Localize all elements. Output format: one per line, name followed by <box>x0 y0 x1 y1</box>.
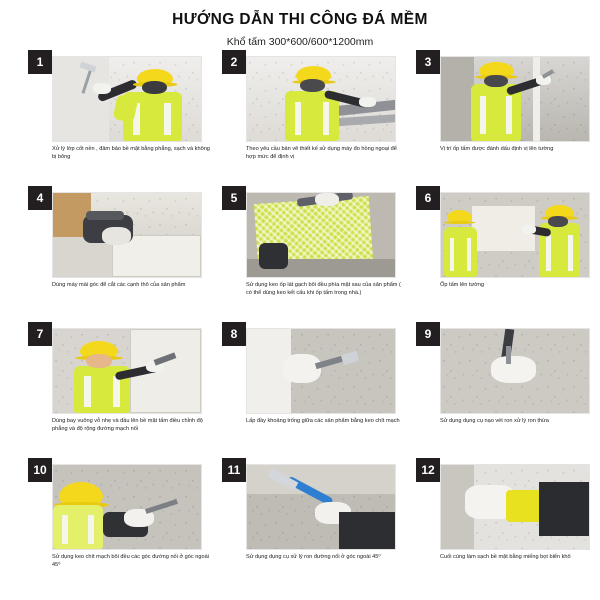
step-photo-5 <box>246 192 396 278</box>
step-number-badge: 5 <box>222 186 246 210</box>
step-caption-1: Xử lý lớp cốt nền , đảm bảo bề mặt bằng phẳng, sạch và không bị bông <box>52 146 210 160</box>
step-card-3 <box>416 50 600 184</box>
step-card-6 <box>416 186 600 320</box>
step-number-badge: 11 <box>222 458 246 482</box>
step-number-badge: 2 <box>222 50 246 74</box>
step-card-12 <box>416 458 600 592</box>
step-photo-11 <box>246 464 396 550</box>
page-title: HƯỚNG DẪN THI CÔNG ĐÁ MỀM <box>172 11 428 28</box>
step-number-badge: 1 <box>28 50 52 74</box>
step-photo-9 <box>440 328 590 414</box>
step-photo-1 <box>52 56 202 142</box>
step-number-badge: 9 <box>416 322 440 346</box>
step-card-1 <box>28 50 214 184</box>
step-card-2 <box>222 50 408 184</box>
step-photo-4 <box>52 192 202 278</box>
step-card-9 <box>416 322 600 456</box>
step-number-badge: 10 <box>28 458 52 482</box>
step-caption-11: Sử dụng dụng cụ xử lý ron đường nối ở góc ngoài 45⁰ <box>246 554 381 560</box>
step-caption-2: Theo yêu cầu bản vẽ thiết kế sử dụng máy đo hồng ngoại để hợp mức để định vị <box>246 146 397 160</box>
step-caption-7: Dùng bay vuông vỗ nhẹ và đầu lên bề mặt tấm điều chỉnh độ phẳng và độ rộng đường mạch nối <box>52 418 203 432</box>
step-number-badge: 6 <box>416 186 440 210</box>
step-caption-8: Lấp đầy khoảng trống giữa các sản phẩm bằng keo chít mạch <box>246 418 400 424</box>
step-card-7 <box>28 322 214 456</box>
step-number-badge: 3 <box>416 50 440 74</box>
step-photo-7 <box>52 328 202 414</box>
step-caption-5: Sử dụng keo ốp lát gạch bôi đều phía mặt sau của sản phẩm ( có thể dùng keo kết cấu khi ốp tấm trong nhà.) <box>246 282 401 296</box>
step-number-badge: 4 <box>28 186 52 210</box>
step-caption-9: Sử dụng dụng cụ nạo vét ron xử lý ron thừa <box>440 418 549 424</box>
step-card-8 <box>222 322 408 456</box>
step-number-badge: 12 <box>416 458 440 482</box>
step-caption-6: Ốp tấm lên tường <box>440 282 485 288</box>
step-caption-10: Sử dụng keo chít mạch bôi đều các góc đường nối ở góc ngoài 45⁰ <box>52 554 209 568</box>
step-card-11 <box>222 458 408 592</box>
poster-header <box>0 0 600 49</box>
step-caption-4: Dùng máy mài góc để cắt các cạnh thô của sản phẩm <box>52 282 186 288</box>
step-caption-12: Cuối cùng làm sạch bề mặt bằng miếng bọt biển khô <box>440 554 571 560</box>
step-photo-6 <box>440 192 590 278</box>
step-photo-12 <box>440 464 590 550</box>
step-photo-2 <box>246 56 396 142</box>
steps-grid <box>28 50 572 592</box>
step-photo-10 <box>52 464 202 550</box>
step-card-10 <box>28 458 214 592</box>
step-card-4 <box>28 186 214 320</box>
step-number-badge: 7 <box>28 322 52 346</box>
step-caption-3: Vị trí ốp tấm được đánh dấu định vị lên tường <box>440 146 554 152</box>
step-photo-3 <box>440 56 590 142</box>
page-subtitle: Khổ tấm 300*600/600*1200mm <box>226 36 374 48</box>
step-card-5 <box>222 186 408 320</box>
step-number-badge: 8 <box>222 322 246 346</box>
step-photo-8 <box>246 328 396 414</box>
